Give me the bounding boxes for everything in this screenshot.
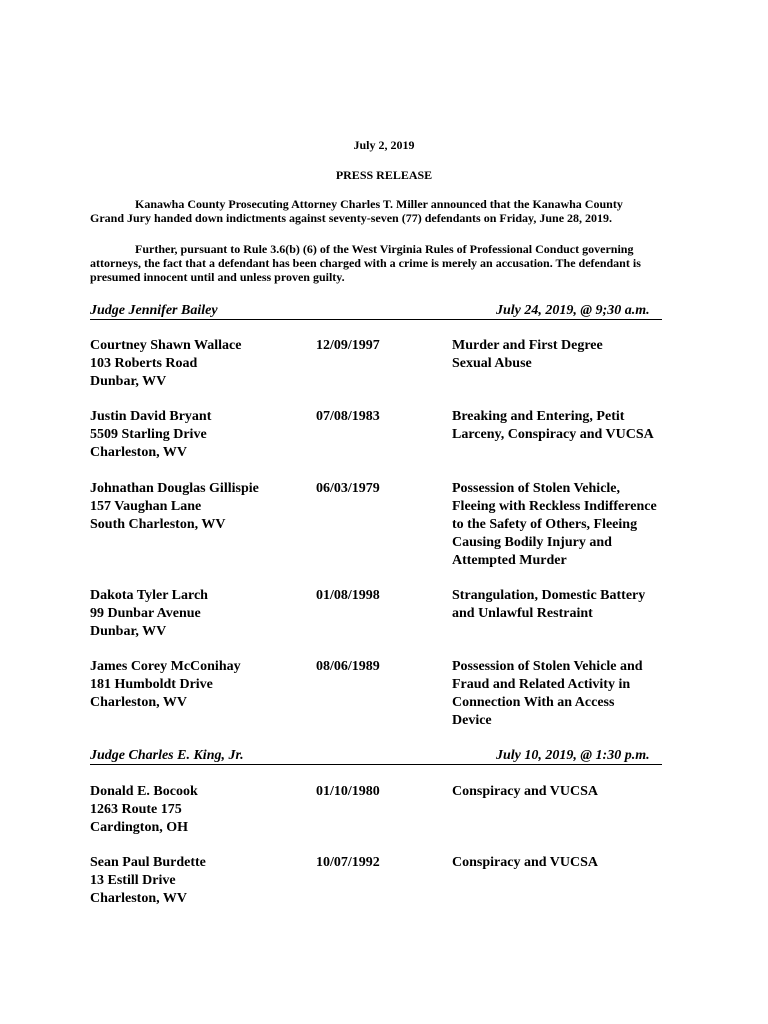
defendant-charges	[452, 854, 692, 872]
hearing-date	[408, 303, 662, 320]
judge-name: Judge Charles E. King, Jr.	[90, 748, 408, 765]
charge-line: Possession of Stolen Vehicle,	[452, 481, 621, 496]
defendant-dob	[316, 480, 436, 498]
charge-line: Causing Bodily Injury and	[452, 535, 612, 550]
intro-line: Grand Jury handed down indictments against seventy-seven (77) defendants on Friday, June 28, 2019.	[90, 211, 613, 225]
defendant-city: Cardington, OH	[90, 820, 189, 835]
defendant-info	[90, 480, 310, 534]
dob-text: 12/09/1997	[316, 338, 380, 353]
hearing-date-text: July 24, 2019, @ 9;30 a.m.	[496, 303, 650, 318]
charge-line: Fleeing with Reckless Indifference	[452, 499, 657, 514]
defendant-street: 5509 Starling Drive	[90, 427, 207, 442]
disclaimer-line: presumed innocent until and unless proven guilty.	[90, 270, 345, 284]
charge-line: Breaking and Entering, Petit	[452, 409, 625, 424]
defendant-street: 181 Humboldt Drive	[90, 677, 213, 692]
defendant-city: Dunbar, WV	[90, 624, 167, 639]
defendant-name: Dakota Tyler Larch	[90, 588, 208, 603]
defendant-name: Courtney Shawn Wallace	[90, 338, 242, 353]
dob-text: 06/03/1979	[316, 481, 380, 496]
defendant-info	[90, 408, 310, 462]
judge-header	[90, 303, 690, 319]
charge-line: Sexual Abuse	[452, 356, 532, 371]
defendant-name: Donald E. Bocook	[90, 784, 198, 799]
charge-line: Strangulation, Domestic Battery	[452, 588, 646, 603]
charge-line: and Unlawful Restraint	[452, 606, 593, 621]
defendant-street: 103 Roberts Road	[90, 356, 198, 371]
dob-text: 01/08/1998	[316, 588, 380, 603]
charge-line: Conspiracy and VUCSA	[452, 784, 598, 799]
defendant-info	[90, 854, 310, 908]
defendant-dob	[316, 587, 436, 605]
defendant-charges	[452, 587, 692, 623]
disclaimer-line: attorneys, the fact that a defendant has been charged with a crime is merely an accusation. The defendant is	[90, 256, 641, 270]
dob-text: 08/06/1989	[316, 659, 380, 674]
defendant-charges	[452, 480, 692, 570]
defendant-info	[90, 658, 310, 712]
defendant-street: 13 Estill Drive	[90, 873, 176, 888]
dob-text: 01/10/1980	[316, 784, 380, 799]
hearing-date-text: July 10, 2019, @ 1:30 p.m.	[496, 748, 650, 763]
judge-header	[90, 748, 690, 764]
defendant-street: 99 Dunbar Avenue	[90, 606, 201, 621]
charge-line: to the Safety of Others, Fleeing	[452, 517, 638, 532]
hearing-date	[408, 748, 662, 765]
release-date: July 2, 2019	[353, 138, 415, 152]
defendant-city: South Charleston, WV	[90, 517, 226, 532]
defendant-dob	[316, 658, 436, 676]
release-heading: PRESS RELEASE	[335, 168, 433, 182]
defendant-info	[90, 783, 310, 837]
charge-line: Murder and First Degree	[452, 338, 603, 353]
defendant-name: Johnathan Douglas Gillispie	[90, 481, 259, 496]
defendant-city: Charleston, WV	[90, 891, 187, 906]
defendant-charges	[452, 337, 692, 373]
defendant-city: Dunbar, WV	[90, 374, 167, 389]
disclaimer-paragraph	[90, 242, 690, 284]
defendant-dob	[316, 408, 436, 426]
defendant-info	[90, 337, 310, 391]
intro-paragraph	[90, 197, 690, 225]
charge-line: Connection With an Access	[452, 695, 615, 710]
dob-text: 07/08/1983	[316, 409, 380, 424]
charge-line: Larceny, Conspiracy and VUCSA	[452, 427, 654, 442]
defendant-info	[90, 587, 310, 641]
defendant-name: Sean Paul Burdette	[90, 855, 206, 870]
defendant-charges	[452, 408, 692, 444]
defendant-city: Charleston, WV	[90, 445, 187, 460]
intro-line: Kanawha County Prosecuting Attorney Charles T. Miller announced that the Kanawha County	[135, 197, 623, 211]
defendant-street: 157 Vaughan Lane	[90, 499, 202, 514]
defendant-city: Charleston, WV	[90, 695, 187, 710]
disclaimer-line: Further, pursuant to Rule 3.6(b) (6) of the West Virginia Rules of Professional Conduct governing	[135, 242, 634, 256]
charge-line: Fraud and Related Activity in	[452, 677, 631, 692]
defendant-charges	[452, 658, 692, 730]
dob-text: 10/07/1992	[316, 855, 380, 870]
judge-name: Judge Jennifer Bailey	[90, 303, 408, 320]
defendant-charges	[452, 783, 692, 801]
charge-line: Possession of Stolen Vehicle and	[452, 659, 643, 674]
defendant-dob	[316, 854, 436, 872]
defendant-dob	[316, 783, 436, 801]
charge-line: Device	[452, 713, 492, 728]
defendant-street: 1263 Route 175	[90, 802, 182, 817]
defendant-name: Justin David Bryant	[90, 409, 212, 424]
defendant-dob	[316, 337, 436, 355]
charge-line: Conspiracy and VUCSA	[452, 855, 598, 870]
defendant-name: James Corey McConihay	[90, 659, 241, 674]
charge-line: Attempted Murder	[452, 553, 567, 568]
